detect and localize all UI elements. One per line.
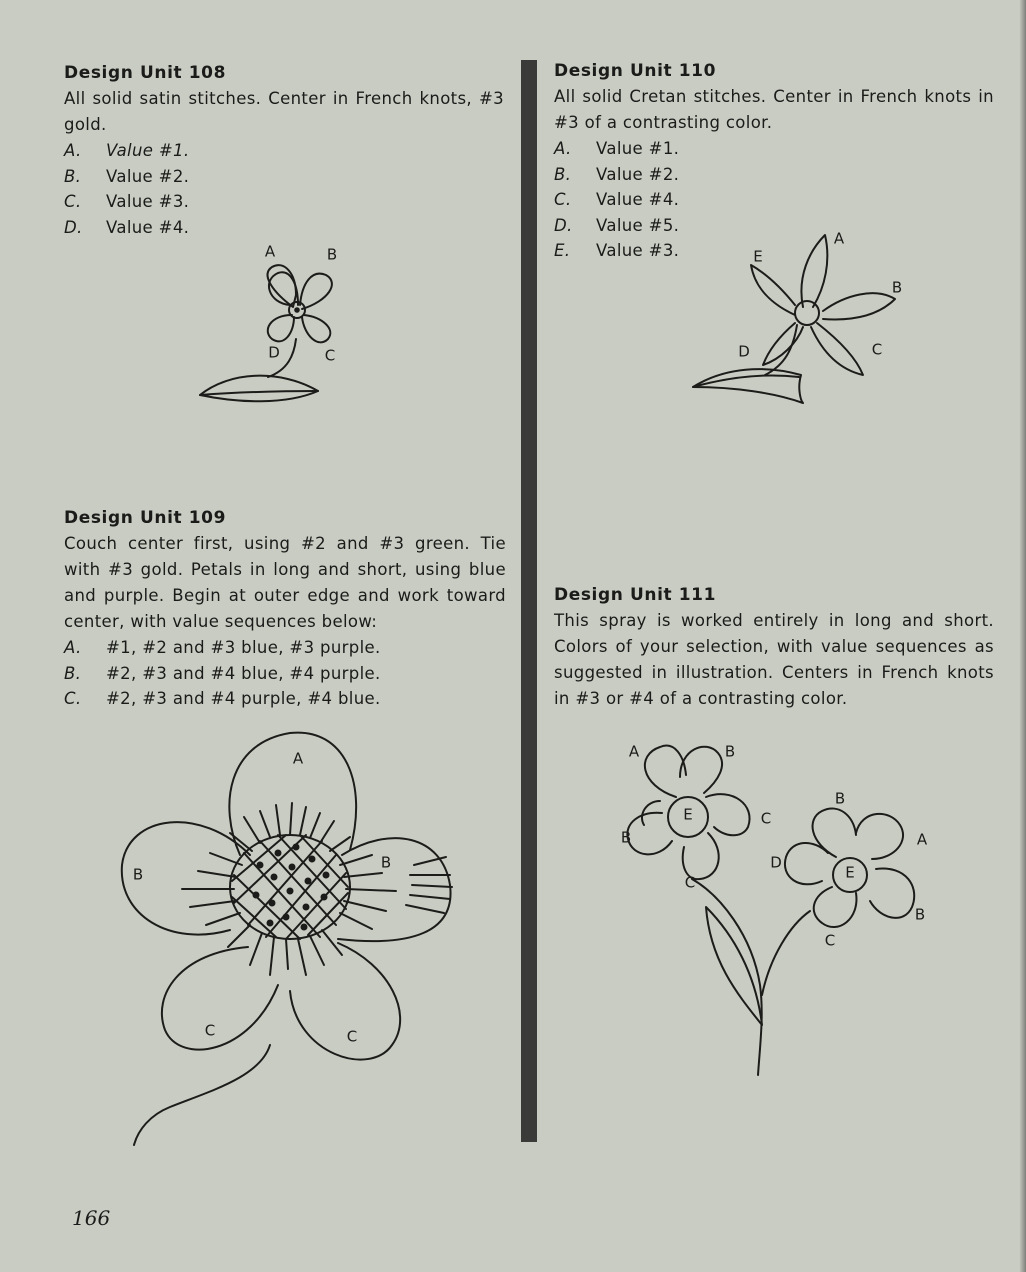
unit-title: Design Unit 109 (64, 508, 227, 528)
label-d: D (738, 342, 750, 361)
illustration-unit-110 (685, 225, 915, 405)
list-item: C. Value #3. (64, 192, 190, 211)
illustration-unit-108 (190, 235, 350, 410)
unit-title: Design Unit 111 (554, 585, 717, 605)
unit-description: This spray is worked entirely in long and short. Colors of your selection, with value sequences as suggested in illustration. Centers in French knots in #3 or #4 of a contrasting color. (554, 611, 994, 708)
label-b-left: B (620, 828, 632, 847)
list-item: C. Value #4. (554, 190, 680, 209)
label-b-left: B (132, 865, 144, 884)
list-item: C. #2, #3 and #4 purple, #4 blue. (64, 689, 381, 708)
illustration-unit-111 (610, 735, 940, 1080)
list-item: D. Value #4. (64, 217, 190, 237)
list-item: B. Value #2. (554, 164, 680, 184)
design-unit-109 (64, 505, 506, 712)
label-b: B (891, 278, 903, 297)
label-a-left: A (628, 742, 640, 761)
list-item: B. Value #2. (64, 166, 190, 186)
label-e: E (753, 247, 763, 266)
list-item: D. Value #5. (554, 215, 680, 235)
list-item: A. Value #1. (64, 141, 190, 160)
unit-title: Design Unit 108 (64, 63, 227, 83)
long-short-stitches (182, 803, 452, 975)
label-c: C (871, 340, 883, 359)
label-a-right: A (916, 830, 928, 849)
list-item: A. Value #1. (554, 139, 680, 158)
label-b-right: B (380, 853, 392, 872)
label-c-upper: C (760, 809, 772, 828)
label-c-left: C (204, 1021, 216, 1040)
label-e-right: E (845, 863, 855, 882)
label-c: C (324, 346, 336, 365)
label-e-left: E (683, 805, 693, 824)
unit-description: All solid satin stitches. Center in French knots, #3 gold. (64, 89, 504, 134)
label-b-right: B (914, 905, 926, 924)
value-list (64, 635, 506, 712)
label-b: B (326, 245, 338, 264)
label-b-upper: B (724, 742, 736, 761)
label-b-right-top: B (834, 789, 846, 808)
label-c-right: C (824, 931, 836, 950)
unit-description: All solid Cretan stitches. Center in French knots in #3 of a contrasting color. (554, 87, 994, 132)
list-item: A. #1, #2 and #3 blue, #3 purple. (64, 638, 381, 657)
label-d: D (268, 343, 280, 362)
value-list (64, 138, 504, 240)
list-item: E. Value #3. (554, 241, 680, 260)
label-a: A (833, 229, 845, 248)
page-number: 166 (72, 1206, 111, 1230)
unit-description: Couch center first, using #2 and #3 green. Tie with #3 gold. Petals in long and short, using blue and purple. Begin at outer edge and work toward center, with value sequences below: (64, 534, 506, 631)
label-a: A (292, 749, 304, 768)
design-unit-108 (64, 60, 504, 240)
illustration-unit-109 (110, 725, 470, 1155)
page-edge (1020, 0, 1026, 1272)
label-a: A (264, 242, 276, 261)
label-c-left: C (684, 873, 696, 892)
list-item: B. #2, #3 and #4 blue, #4 purple. (64, 663, 381, 683)
column-divider (521, 60, 537, 1142)
label-d: D (770, 853, 782, 872)
design-unit-111 (554, 582, 994, 712)
label-c-right: C (346, 1027, 358, 1046)
unit-title: Design Unit 110 (554, 61, 717, 81)
